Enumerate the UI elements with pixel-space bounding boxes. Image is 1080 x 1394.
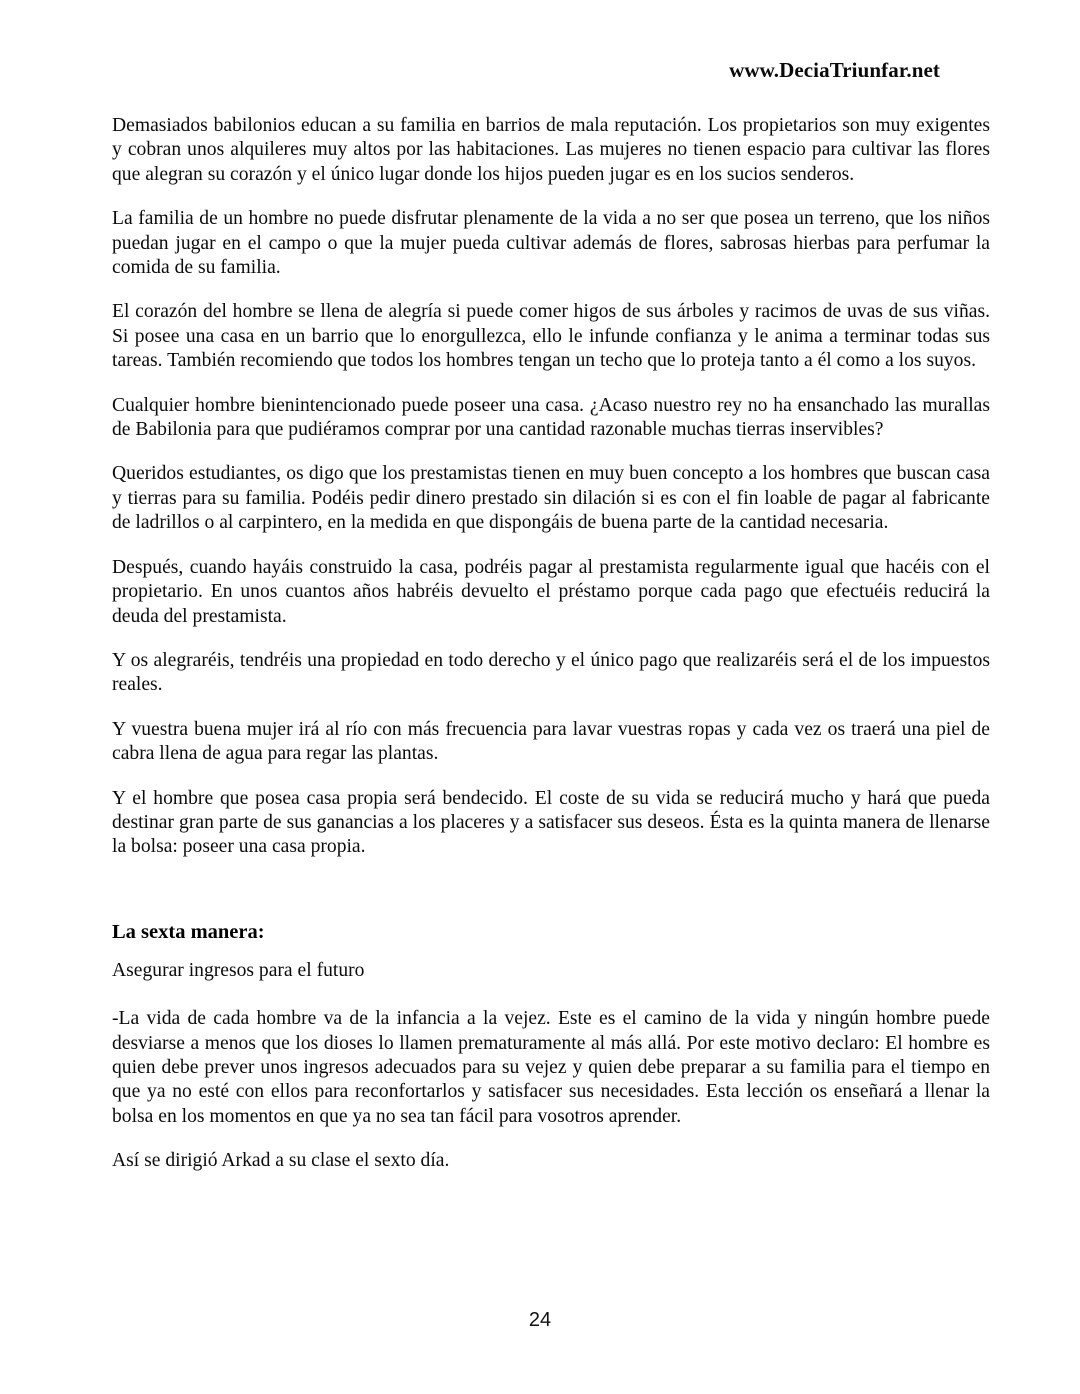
paragraph: Después, cuando hayáis construido la casa, podréis pagar al prestamista regularmente igual que hacéis con el propietario. En unos cuantos años habréis devuelto el préstamo porque cada pago que efectuéis reducirá la deuda del prestamista.	[112, 556, 990, 627]
paragraph: Así se dirigió Arkad a su clase el sexto día.	[112, 1150, 450, 1172]
paragraph: Y vuestra buena mujer irá al río con más frecuencia para lavar vuestras ropas y cada vez os traerá una piel de cabra llena de agua para regar las plantas.	[112, 718, 990, 765]
paragraph: La familia de un hombre no puede disfrutar plenamente de la vida a no ser que posea un terreno, que los niños puedan jugar en el campo o que la mujer pueda cultivar además de flores, sabrosas hierbas para perfumar la comida de su familia.	[112, 208, 990, 279]
paragraph: Queridos estudiantes, os digo que los prestamistas tienen en muy buen concepto a los hombres que buscan casa y tierras para su familia. Podéis pedir dinero prestado sin dilación si es con el fin loable de pagar al fabricante de ladrillos o al carpintero, en la medida en que dispongáis de buena parte de la cantidad necesaria.	[112, 463, 990, 534]
paragraph: Demasiados babilonios educan a su familia en barrios de mala reputación. Los propietarios son muy exigentes y cobran unos alquileres muy altos por las habitaciones. Las mujeres no tienen espacio para cultivar las flores que alegran su corazón y el único lugar donde los hijos pueden jugar es en los sucios senderos.	[112, 115, 990, 185]
paragraph: -La vida de cada hombre va de la infancia a la vejez. Este es el camino de la vida y ningún hombre puede desviarse a menos que los dioses lo llamen prematuramente al más allá. Por este motivo declaro: El hombre es quien debe prever unos ingresos adecuados para su vejez y quien debe preparar a su familia para el tiempo en que ya no esté con ellos para reconfortarlos y satisfacer sus necesidades. Esta lección os enseñará a llenar la bolsa en los momentos en que ya no sea tan fácil para vosotros aprender.	[112, 1008, 990, 1127]
page-header-site-url: www.DeciaTriunfar.net	[729, 58, 940, 82]
section-heading: La sexta manera:	[112, 920, 265, 943]
page-number: 24	[528, 1309, 552, 1331]
section-spacer	[112, 880, 990, 920]
paragraph: Y el hombre que posea casa propia será bendecido. El coste de su vida se reducirá mucho y hará que pueda destinar gran parte de sus ganancias a los placeres y a satisfacer sus deseos. Ésta es la quinta manera de llenarse la bolsa: poseer una casa propia.	[112, 787, 990, 858]
paragraph: Cualquier hombre bienintencionado puede poseer una casa. ¿Acaso nuestro rey no ha ensanchado las murallas de Babilonia para que pudiéramos comprar por una cantidad razonable muchas tierras inservibles?	[112, 394, 990, 441]
section-subheading: Asegurar ingresos para el futuro	[112, 959, 365, 981]
paragraph: El corazón del hombre se llena de alegría si puede comer higos de sus árboles y racimos de uvas de sus viñas. Si posee una casa en un barrio que lo enorgullezca, ello le infunde confianza y le anima a terminar todas sus tareas. También recomiendo que todos los hombres tengan un techo que lo proteja tanto a él como a los suyos.	[112, 301, 990, 372]
paragraph: Y os alegraréis, tendréis una propiedad en todo derecho y el único pago que realizaréis será el de los impuestos reales.	[112, 649, 990, 696]
document-body	[112, 114, 990, 1174]
